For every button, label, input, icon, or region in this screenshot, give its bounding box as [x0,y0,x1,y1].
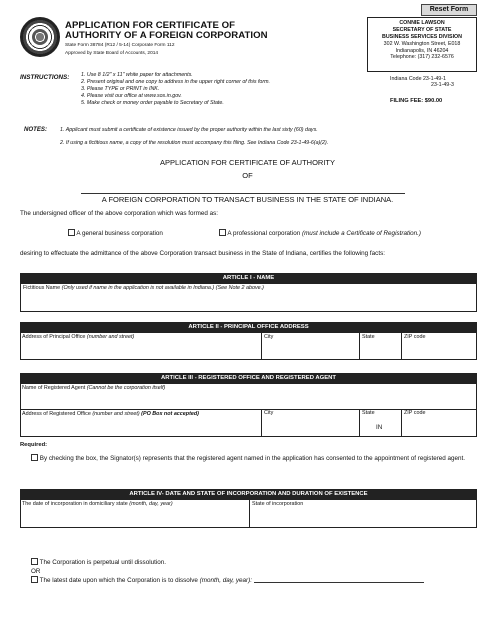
application-title: APPLICATION FOR CERTIFICATE OF AUTHORITY [159,158,336,167]
general-corp-checkbox[interactable] [68,229,75,236]
principal-state-field[interactable] [359,333,401,359]
article-2-heading: ARTICLE II - PRINCIPAL OFFICE ADDRESS [20,322,477,332]
agency-street: 302 W. Washington Street, E018 [383,40,461,47]
incorporation-table [20,499,477,528]
principal-address-label: Address of Principal Office [22,334,86,340]
dissolve-date-note: (month, day, year): [199,577,252,584]
dissolve-date-label: The latest date upon which the Corporation is to dissolve [39,577,198,584]
agency-city: Indianapolis, IN 46204 [395,47,449,54]
agency-office: SECRETARY OF STATE [392,26,452,33]
po-box-note: (PO Box not accepted) [141,411,199,417]
code-line-1: Indiana Code 23-1-49-1 [390,76,446,82]
agent-consent-text: By checking the box, the Signator(s) represents that the registered agent named in the application has consented to the appointment of registered agent. [39,455,466,462]
principal-state-label: State [362,334,375,340]
of-label: OF [242,171,253,180]
title-line-1: APPLICATION FOR CERTIFICATE OF [65,20,236,31]
application-subtitle: A FOREIGN CORPORATION TO TRANSACT BUSINESS IN THE STATE OF INDIANA. [101,195,394,204]
or-label: OR [31,568,41,575]
registered-zip-label: ZIP code [404,410,426,416]
instruction-item: 3. Please TYPE or PRINT in INK. [81,85,160,92]
agent-name-note: (Cannot be the corporation itself) [86,385,166,391]
fictitious-name-field[interactable] [20,283,477,312]
professional-corp-note: (must include a Certificate of Registration.) [301,230,421,237]
approval-note: Approved by State Board of Accounts, 2014 [65,51,159,57]
perpetual-label: The Corporation is perpetual until dissolution. [39,559,166,566]
article-4-heading: ARTICLE IV- DATE AND STATE OF INCORPORATION AND DURATION OF EXISTENCE [20,489,477,499]
principal-zip-label: ZIP code [404,334,426,340]
instructions-list [81,72,270,107]
incorporation-state-label: State of incorporation [252,501,304,507]
professional-corp-label: A professional corporation [227,230,301,237]
code-line-2: 23-1-49-3 [431,82,454,89]
incorporation-state-field[interactable] [249,500,476,527]
professional-corp-checkbox[interactable] [219,229,226,236]
registered-agent-table [20,383,477,437]
state-form-number: State Form 38784 (R12 / 5-14) Corporate Form 112 [65,43,175,48]
professional-corp-option [219,229,421,238]
agent-consent-checkbox[interactable] [31,454,38,461]
form-title [65,21,268,42]
notes-label: NOTES: [24,126,48,133]
registered-address-field[interactable] [22,411,261,436]
principal-address-field[interactable] [22,334,261,360]
instruction-item: 4. Please visit our office at www.sos.in.gov. [81,92,182,99]
dissolve-date-input[interactable] [254,576,424,583]
principal-address-note: (number and street) [86,334,135,340]
perpetual-option [31,558,166,567]
undersigned-statement: The undersigned officer of the above corporation which was formed as: [20,210,218,217]
article-3-heading: ARTICLE III - REGISTERED OFFICE AND REGISTERED AGENT [20,373,477,383]
registered-address-note: (number and street) [92,411,140,417]
agency-address-box [367,17,477,72]
perpetual-checkbox[interactable] [31,558,38,565]
notes-list [60,126,328,147]
registered-agent-name-field[interactable] [22,385,475,409]
agent-consent [31,454,471,464]
registered-state-label: State [362,410,375,416]
instruction-item: 5. Make check or money order payable to Secretary of State. [81,99,224,106]
principal-zip-field[interactable] [401,333,476,359]
article-1-heading: ARTICLE I - NAME [20,273,477,283]
registered-state-field[interactable] [359,409,401,436]
title-line-2: AUTHORITY OF A FOREIGN CORPORATION [65,30,268,42]
instruction-item: 1. Use 8 1/2" x 11" white paper for attachments. [81,72,193,78]
dissolve-date-option [31,576,424,585]
instructions-label: INSTRUCTIONS: [20,74,70,81]
required-label: Required: [20,442,48,448]
state-seal-icon [20,17,60,57]
filing-fee: FILING FEE: $90.00 [390,98,443,104]
fictitious-name-label [21,284,476,293]
incorporation-date-note: (month, day, year) [129,501,173,507]
registered-city-label: City [264,410,274,416]
certification-statement: desiring to effectuate the admittance of the above Corporation transact business in the State of Indiana, certifies the following facts: [20,250,385,257]
corporation-name-line[interactable] [81,193,405,194]
instruction-item: 2. Present original and one copy to address in the upper right corner of this form. [81,78,271,85]
dissolve-date-checkbox[interactable] [31,576,38,583]
reset-form-button[interactable]: Reset Form [421,4,477,16]
principal-city-field[interactable] [261,333,359,359]
incorporation-date-field[interactable] [22,501,248,527]
registered-city-field[interactable] [261,409,359,436]
fictitious-name-label-text: Fictitious Name [23,285,61,291]
note-item: 2. If using a fictitious name, a copy of the resolution must accompany this filing. See Indiana Code 23-1-49-6(a)(2). [60,140,329,147]
registered-state-value: IN [376,423,383,431]
registered-zip-field[interactable] [401,409,476,436]
agency-division: BUSINESS SERVICES DIVISION [382,33,462,40]
indiana-code [390,76,454,89]
form-meta [65,42,175,58]
principal-city-label: City [264,334,274,340]
note-item: 1. Applicant must submit a certificate of existence issued by the proper authority within the last sixty (60) days. [60,127,318,133]
general-corp-option [68,229,163,238]
agency-telephone: Telephone: (317) 232-6576 [390,54,454,61]
agency-name: CONNIE LAWSON [399,20,445,26]
principal-office-table [20,332,477,360]
incorporation-date-label: The date of incorporation in domiciliary state [22,501,128,507]
general-corp-label: A general business corporation [76,230,163,237]
fictitious-name-label-note: (Only used if name in the application is not available in Indiana.) (See Note 2 above.) [61,285,264,291]
registered-address-label: Address of Registered Office [22,411,91,417]
agent-name-label: Name of Registered Agent [22,385,86,391]
